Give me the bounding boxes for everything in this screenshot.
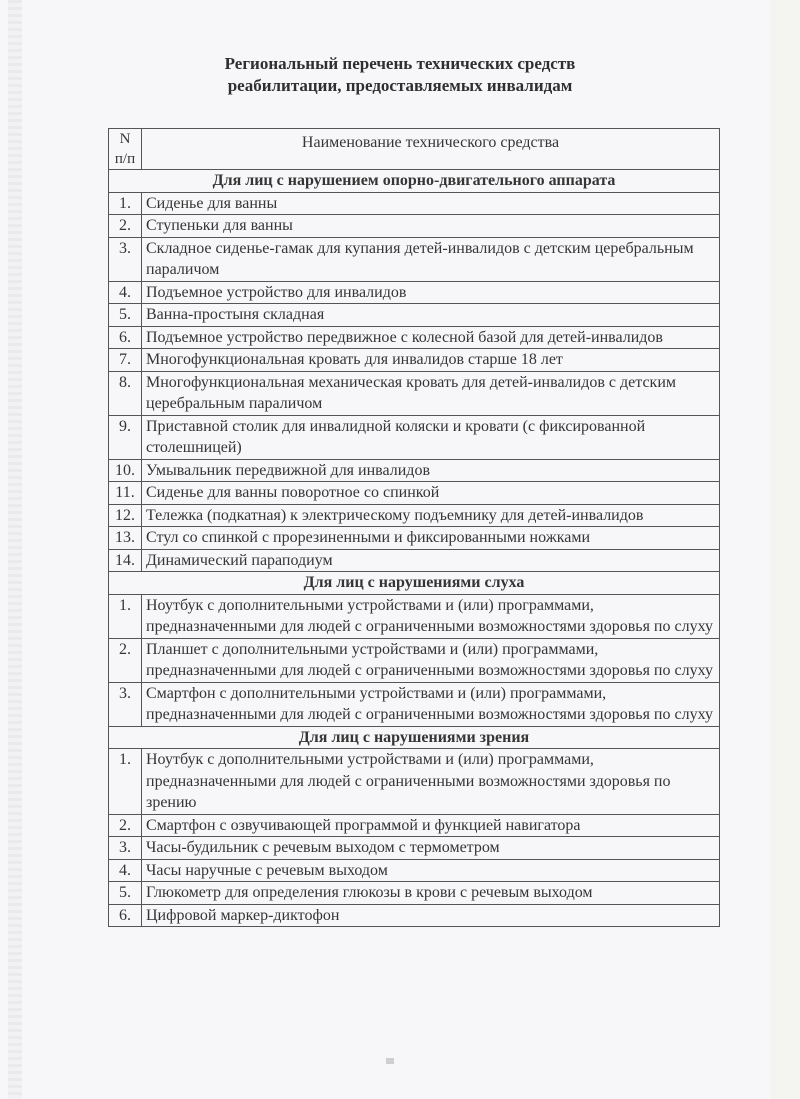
- scan-edge-right: [770, 0, 800, 1099]
- row-number: 5.: [109, 882, 142, 905]
- row-device-name: Смартфон с дополнительными устройствами и (или) программами, предназначенными для людей с ограниченными возможностями здоровья по слуху: [142, 682, 720, 726]
- row-number: 9.: [109, 415, 142, 459]
- table-row: [109, 814, 720, 837]
- row-number: 6.: [109, 904, 142, 927]
- row-number: 13.: [109, 527, 142, 550]
- row-number: 3.: [109, 237, 142, 281]
- row-number: 12.: [109, 504, 142, 527]
- row-device-name: Планшет с дополнительными устройствами и (или) программами, предназначенными для людей с ограниченными возможностями здоровья по слуху: [142, 638, 720, 682]
- section-title: Для лиц с нарушениями зрения: [109, 726, 720, 749]
- title-line-2: реабилитации, предоставляемых инвалидам: [227, 76, 573, 95]
- scan-artifact: [386, 1058, 394, 1064]
- devices-table: [108, 128, 720, 927]
- table-row: [109, 281, 720, 304]
- row-number: 3.: [109, 837, 142, 860]
- row-device-name: Ноутбук с дополнительными устройствами и (или) программами, предназначенными для людей с ограниченными возможностями здоровья по зрению: [142, 749, 720, 815]
- table-row: [109, 638, 720, 682]
- row-device-name: Ноутбук с дополнительными устройствами и (или) программами, предназначенными для людей с ограниченными возможностями здоровья по слуху: [142, 594, 720, 638]
- table-row: [109, 904, 720, 927]
- row-device-name: Многофункциональная кровать для инвалидов старше 18 лет: [142, 349, 720, 372]
- row-device-name: Стул со спинкой с прорезиненными и фиксированными ножками: [142, 527, 720, 550]
- scan-edge-left: [8, 0, 22, 1099]
- table-row: [109, 527, 720, 550]
- row-number: 2.: [109, 638, 142, 682]
- section-title: Для лиц с нарушением опорно-двигательного аппарата: [109, 170, 720, 193]
- section-header-row: [109, 572, 720, 595]
- table-row: [109, 371, 720, 415]
- row-device-name: Цифровой маркер-диктофон: [142, 904, 720, 927]
- row-number: 2.: [109, 215, 142, 238]
- table-row: [109, 549, 720, 572]
- table-row: [109, 237, 720, 281]
- row-number: 7.: [109, 349, 142, 372]
- table-row: [109, 837, 720, 860]
- table-row: [109, 459, 720, 482]
- row-device-name: Приставной столик для инвалидной коляски и кровати (с фиксированной столешницей): [142, 415, 720, 459]
- title-line-1: Региональный перечень технических средств: [224, 54, 576, 73]
- row-number: 8.: [109, 371, 142, 415]
- header-number-line-2: п/п: [114, 151, 136, 167]
- table-row: [109, 326, 720, 349]
- row-device-name: Глюкометр для определения глюкозы в крови с речевым выходом: [142, 882, 720, 905]
- section-header-row: [109, 170, 720, 193]
- row-number: 14.: [109, 549, 142, 572]
- table-row: [109, 594, 720, 638]
- row-number: 1.: [109, 192, 142, 215]
- table-row: [109, 749, 720, 815]
- row-device-name: Сиденье для ванны поворотное со спинкой: [142, 482, 720, 505]
- row-number: 3.: [109, 682, 142, 726]
- table-row: [109, 482, 720, 505]
- header-number-line-1: N: [119, 131, 131, 147]
- table-row: [109, 304, 720, 327]
- table-row: [109, 415, 720, 459]
- row-number: 4.: [109, 859, 142, 882]
- row-device-name: Ступеньки для ванны: [142, 215, 720, 238]
- row-device-name: Часы наручные с речевым выходом: [142, 859, 720, 882]
- row-number: 1.: [109, 594, 142, 638]
- section-header-row: [109, 726, 720, 749]
- document-title: [0, 53, 800, 97]
- table-row: [109, 192, 720, 215]
- row-device-name: Тележка (подкатная) к электрическому подъемнику для детей-инвалидов: [142, 504, 720, 527]
- row-device-name: Умывальник передвижной для инвалидов: [142, 459, 720, 482]
- table-row: [109, 349, 720, 372]
- row-device-name: Сиденье для ванны: [142, 192, 720, 215]
- row-number: 4.: [109, 281, 142, 304]
- row-number: 5.: [109, 304, 142, 327]
- table-row: [109, 682, 720, 726]
- row-number: 6.: [109, 326, 142, 349]
- row-device-name: Складное сиденье-гамак для купания детей-инвалидов с детским церебральным параличом: [142, 237, 720, 281]
- table-row: [109, 504, 720, 527]
- row-number: 2.: [109, 814, 142, 837]
- table-row: [109, 882, 720, 905]
- row-number: 11.: [109, 482, 142, 505]
- row-number: 10.: [109, 459, 142, 482]
- row-number: 1.: [109, 749, 142, 815]
- header-number-cell: [109, 129, 142, 170]
- row-device-name: Подъемное устройство для инвалидов: [142, 281, 720, 304]
- row-device-name: Подъемное устройство передвижное с колесной базой для детей-инвалидов: [142, 326, 720, 349]
- row-device-name: Многофункциональная механическая кровать для детей-инвалидов с детским церебральным параличом: [142, 371, 720, 415]
- row-device-name: Динамический параподиум: [142, 549, 720, 572]
- row-device-name: Смартфон с озвучивающей программой и функцией навигатора: [142, 814, 720, 837]
- row-device-name: Ванна-простыня складная: [142, 304, 720, 327]
- section-title: Для лиц с нарушениями слуха: [109, 572, 720, 595]
- table-header-row: [109, 129, 720, 170]
- table-row: [109, 215, 720, 238]
- header-name-cell: Наименование технического средства: [142, 129, 720, 170]
- table-row: [109, 859, 720, 882]
- row-device-name: Часы-будильник с речевым выходом с термометром: [142, 837, 720, 860]
